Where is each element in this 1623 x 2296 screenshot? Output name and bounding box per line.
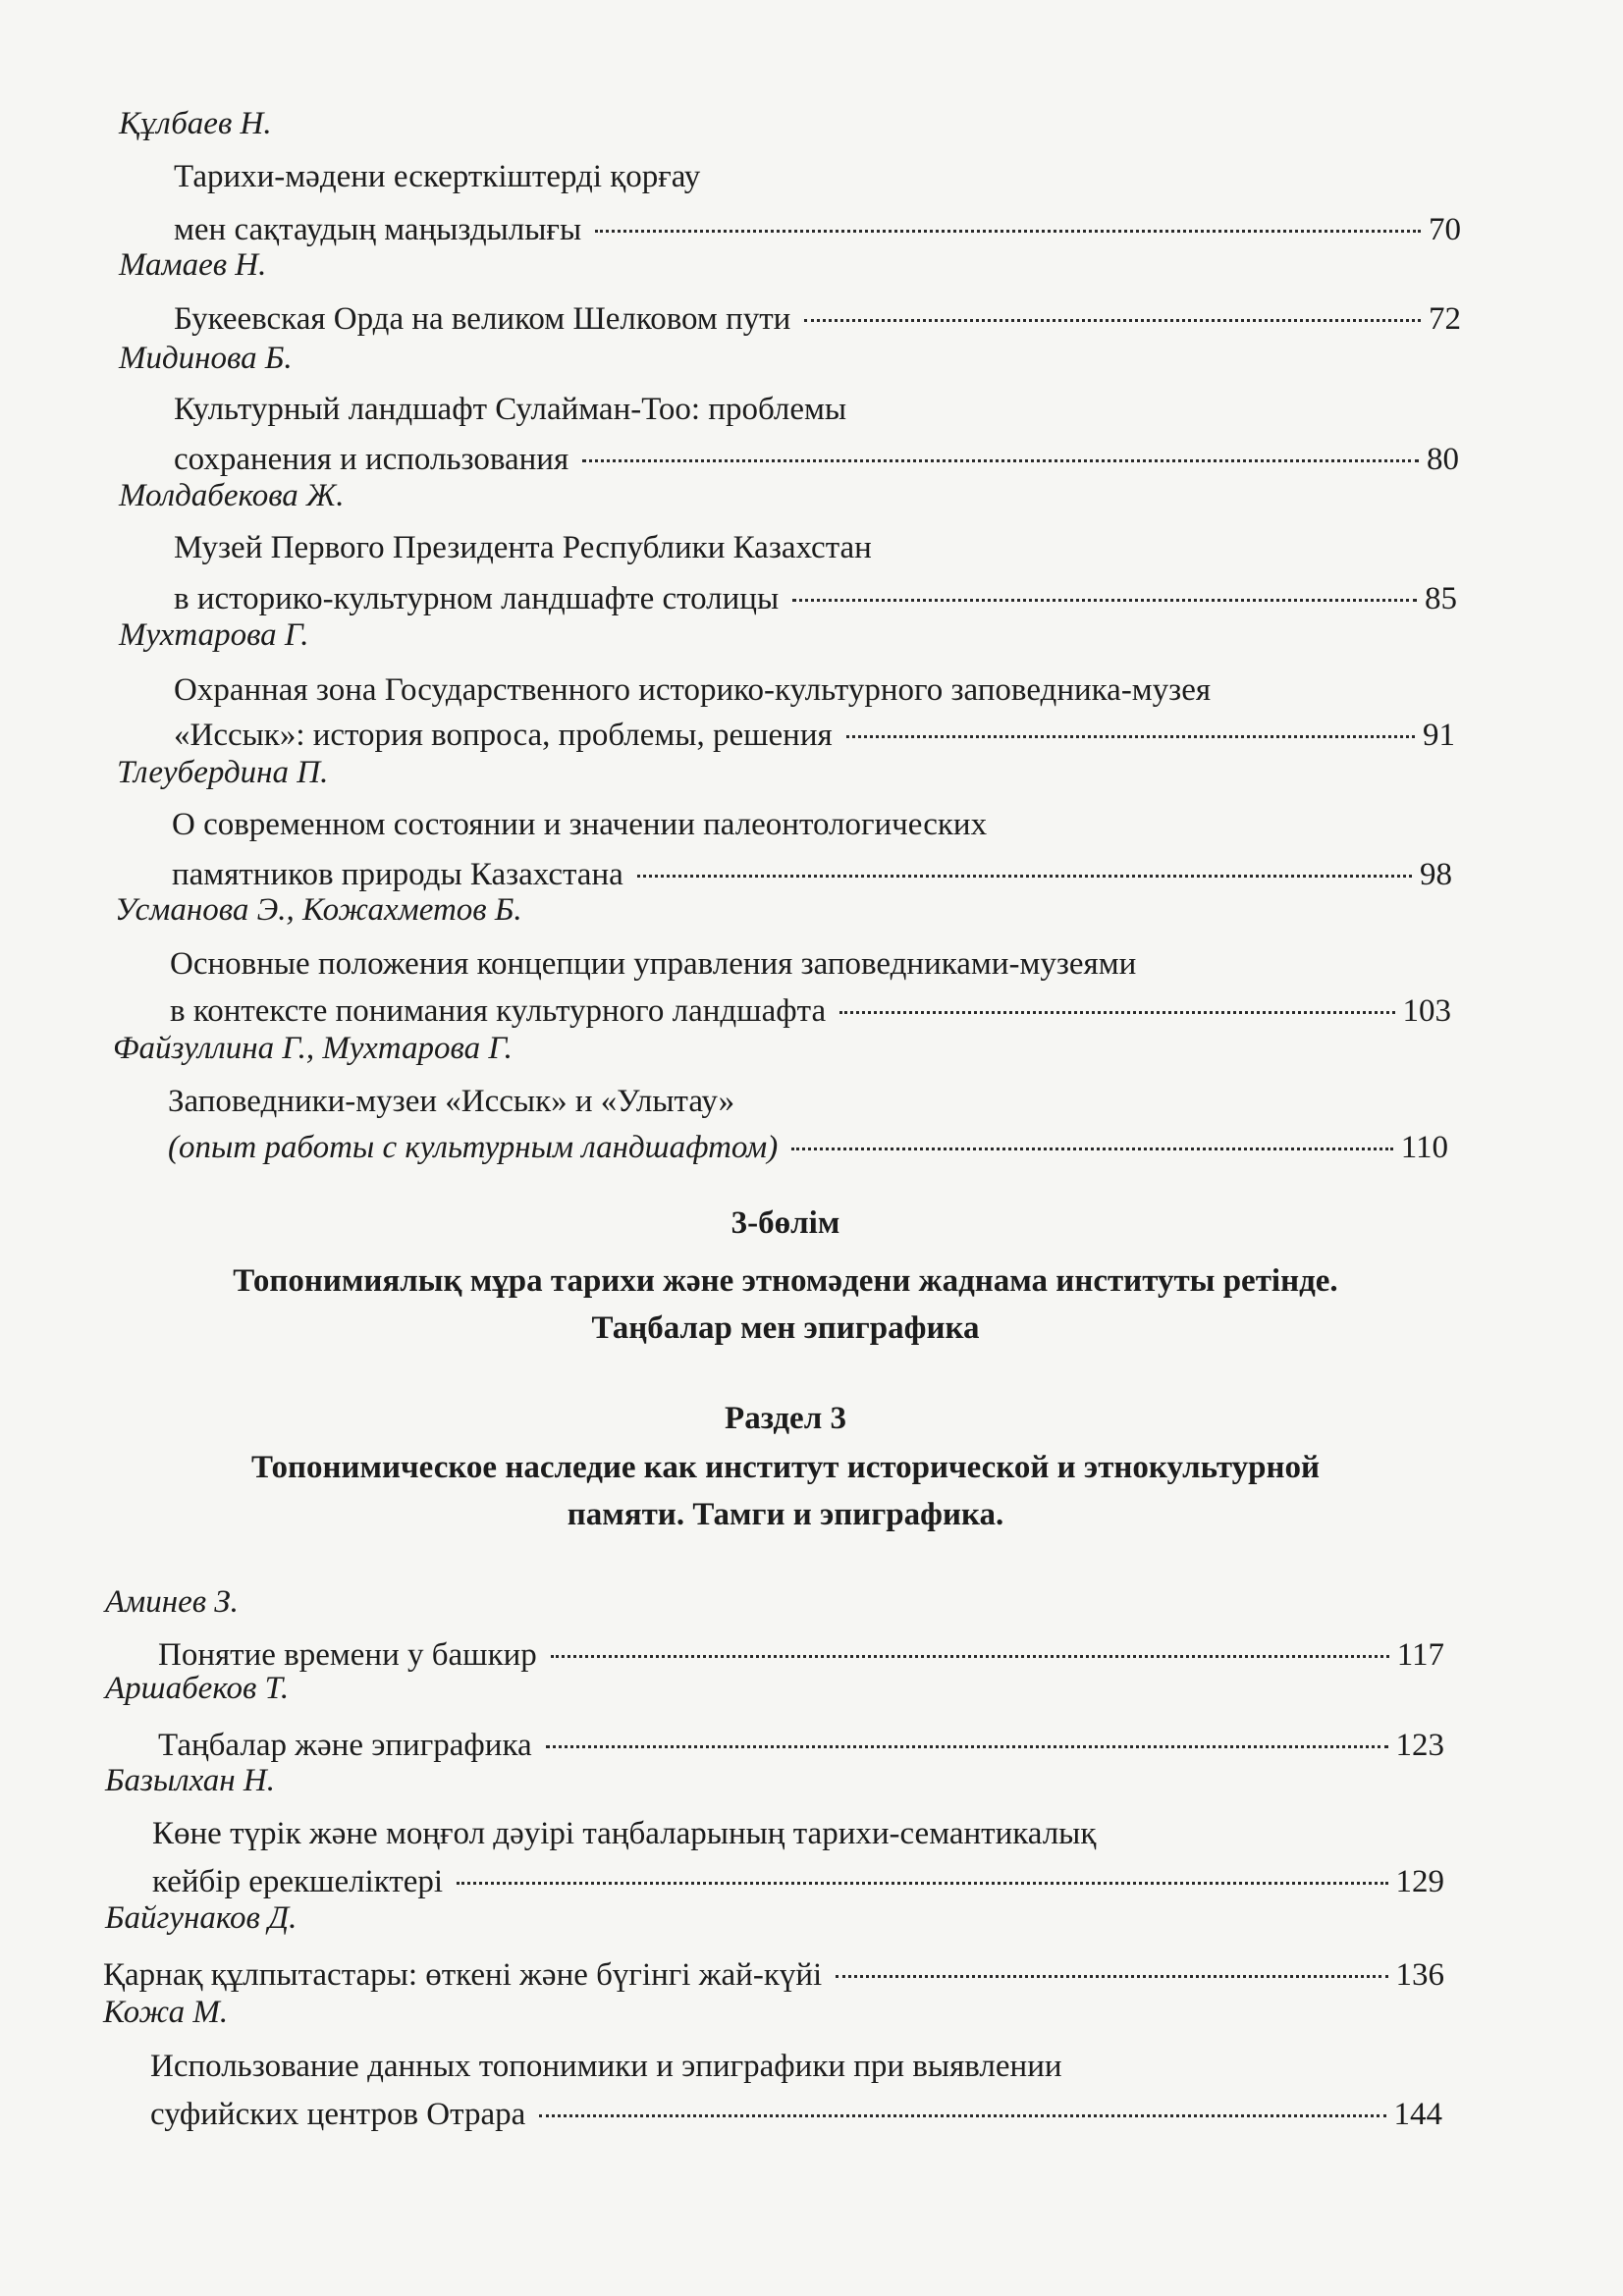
toc-title-last (158, 1635, 1444, 1675)
toc-author: Базылхан Н. (105, 1763, 275, 1798)
toc-author: Усманова Э., Кожахметов Б. (115, 892, 522, 928)
toc-title-line: суфийских центров Отрара (150, 2097, 526, 2132)
toc-title-line: Тарихи-мәдени ескерткіштерді қорғау (174, 159, 701, 194)
section-title-ru: Топонимическое наследие как институт исторической и этнокультурной (250, 1450, 1321, 1485)
dot-leader (846, 735, 1415, 738)
dot-leader (839, 1011, 1394, 1014)
toc-title-last (174, 210, 1461, 249)
page-number: 123 (1395, 1728, 1444, 1763)
section-number-ru: Раздел 3 (725, 1401, 846, 1436)
toc-author: Мамаев Н. (119, 247, 267, 283)
toc-title-line: О современном состоянии и значении палеонтологических (172, 807, 988, 842)
page-number: 85 (1425, 581, 1457, 616)
dot-leader (804, 319, 1421, 322)
toc-title-line: «Иссык»: история вопроса, проблемы, решения (174, 718, 833, 753)
toc-author: Файзуллина Г., Мухтарова Г. (113, 1031, 513, 1066)
dot-leader (551, 1655, 1389, 1658)
toc-title-last (170, 991, 1451, 1031)
toc-title-last (174, 440, 1459, 479)
dot-leader (546, 1745, 1388, 1748)
dot-leader (637, 875, 1412, 878)
toc-author: Мухтарова Г. (119, 617, 309, 653)
toc-title-line: мен сақтаудың маңыздылығы (174, 212, 582, 247)
toc-title-last (103, 1955, 1444, 1995)
page-number: 136 (1395, 1957, 1444, 1993)
toc-title-line: сохранения и использования (174, 442, 569, 477)
toc-title-line: Культурный ландшафт Сулайман-Тоо: проблемы (174, 392, 847, 427)
toc-title-last (150, 2095, 1442, 2134)
toc-title-last (174, 579, 1457, 618)
page-number: 117 (1396, 1637, 1444, 1673)
section-number-kz: 3-бөлім (730, 1205, 840, 1241)
toc-title-line: памятников природы Казахстана (172, 857, 623, 892)
toc-title-line: в контексте понимания культурного ландшафта (170, 993, 827, 1029)
toc-author: Тлеубердина П. (117, 755, 329, 790)
toc-title-line: Заповедники-музеи «Иссык» и «Улытау» (168, 1084, 735, 1119)
toc-title-line: Көне түрік және моңғол дәуірі таңбаларының тарихи-семантикалық (152, 1816, 1097, 1851)
page-number: 103 (1402, 993, 1451, 1029)
section-title-kz: Таңбалар мен эпиграфика (591, 1310, 980, 1346)
toc-author: Байгунаков Д. (105, 1900, 298, 1936)
dot-leader (792, 599, 1417, 602)
toc-title-line: в историко-культурном ландшафте столицы (174, 581, 780, 616)
page-number: 91 (1423, 718, 1455, 753)
toc-title-line: кейбір ерекшеліктері (152, 1864, 444, 1899)
dot-leader (539, 2114, 1385, 2117)
toc-author: Мидинова Б. (119, 341, 293, 376)
toc-title-line: Использование данных топонимики и эпиграфики при выявлении (150, 2049, 1062, 2084)
toc-title-line: Таңбалар және эпиграфика (158, 1728, 532, 1763)
toc-title-last (158, 1726, 1444, 1765)
toc-author: Молдабекова Ж. (119, 478, 345, 513)
page-number: 98 (1420, 857, 1452, 892)
toc-author: Құлбаев Н. (119, 106, 272, 141)
toc-author: Аршабеков Т. (105, 1671, 290, 1706)
toc-title-last (174, 716, 1455, 755)
toc-title-last (168, 1128, 1448, 1167)
toc-title-line: Основные положения концепции управления заповедниками-музеями (170, 946, 1137, 982)
toc-title-line: Понятие времени у башкир (158, 1637, 537, 1673)
dot-leader (791, 1148, 1393, 1150)
page-number: 70 (1429, 212, 1461, 247)
dot-leader (457, 1882, 1387, 1885)
page-number: 129 (1395, 1864, 1444, 1899)
page-number: 72 (1429, 301, 1461, 337)
section-title-ru: памяти. Тамги и эпиграфика. (567, 1497, 1004, 1532)
toc-title-line: Музей Первого Президента Республики Казахстан (174, 530, 872, 565)
dot-leader (836, 1975, 1387, 1978)
toc-title-last (172, 855, 1452, 894)
toc-title-line: Қарнақ құлпытастары: өткені және бүгінгі жай-күйі (103, 1957, 823, 1993)
section-title-kz: Топонимиялық мұра тарихи және этномәдени жаднама институты ретінде. (233, 1263, 1338, 1299)
page-number: 144 (1393, 2097, 1442, 2132)
toc-title-last (152, 1862, 1444, 1901)
toc-title-line: Охранная зона Государственного историко-культурного заповедника-музея (174, 672, 1212, 708)
page-number: 110 (1400, 1130, 1448, 1165)
page-number: 80 (1427, 442, 1459, 477)
toc-title-line: Букеевская Орда на великом Шелковом пути (174, 301, 791, 337)
toc-title-last (174, 299, 1461, 339)
toc-author: Кожа М. (103, 1995, 229, 2030)
dot-leader (582, 459, 1419, 462)
dot-leader (595, 230, 1421, 233)
toc-author: Аминев З. (105, 1584, 239, 1620)
toc-title-line: (опыт работы с культурным ландшафтом) (168, 1130, 779, 1165)
